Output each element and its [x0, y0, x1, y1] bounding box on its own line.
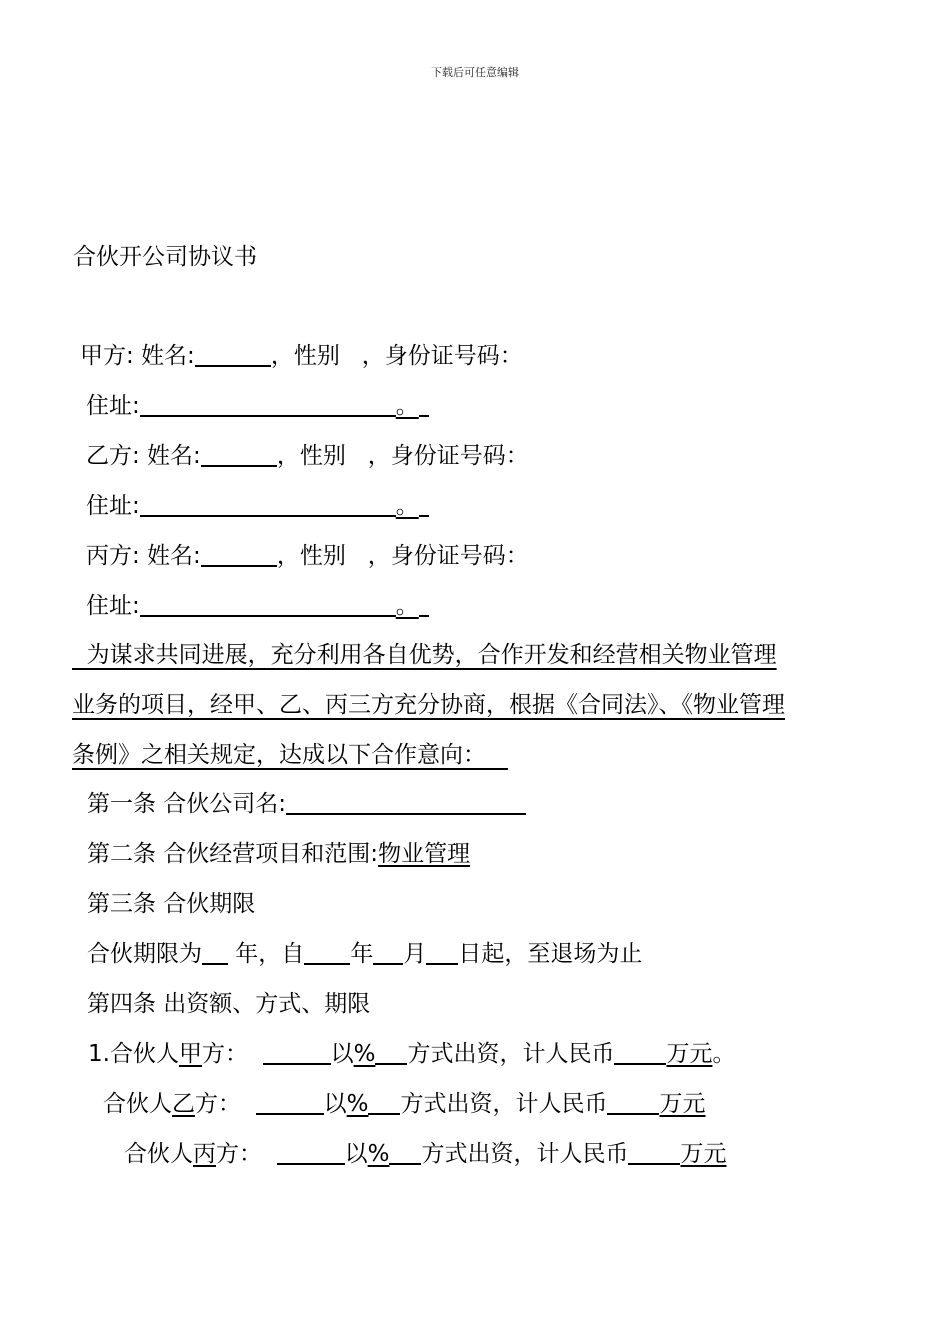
term-label: 合伙期限为 — [87, 941, 202, 967]
party-a-id-label: ，身份证号码： — [361, 343, 523, 369]
inv-a-unit: 万元 — [666, 1041, 713, 1067]
party-b-address-end: 。 — [395, 493, 419, 519]
inv-a-end: 。 — [712, 1041, 736, 1067]
party-c-line — [86, 541, 529, 571]
article-4: 第四条 出资额、方式、期限 — [87, 991, 371, 1017]
company-name-blank[interactable] — [286, 791, 526, 815]
article-2-label: 第二条 合伙经营项目和范围: — [87, 841, 379, 867]
inv-a-amount-blank[interactable] — [263, 1041, 331, 1065]
term-year-unit: 年，自 — [228, 941, 305, 967]
party-b-name-label: 乙方: 姓名: — [86, 443, 201, 469]
party-a-line — [80, 341, 523, 371]
start-year-blank[interactable] — [304, 941, 350, 965]
inv-b-prefix: 合伙人 — [103, 1091, 172, 1117]
inv-c-rmb-blank[interactable] — [628, 1141, 680, 1165]
inv-a-party: 甲 — [178, 1041, 202, 1067]
term-year-label: 年 — [350, 941, 374, 967]
party-b-id-label: ，身份证号码： — [367, 443, 529, 469]
article-1-label: 第一条 合伙公司名: — [87, 791, 287, 817]
inv-b-unit: 万元 — [659, 1091, 706, 1117]
inv-a-with: 以 — [330, 1041, 354, 1067]
underline-tail — [419, 393, 429, 417]
inv-b-rmb-blank[interactable] — [607, 1091, 659, 1115]
intro-line-2: 业务的项目，经甲、乙、丙三方充分协商，根据《合同法》、《物业管理 — [72, 692, 785, 718]
party-b-address-blank[interactable] — [140, 493, 396, 517]
inv-c-with: 以 — [344, 1141, 368, 1167]
intro-line-3: 条例》之相关规定，达成以下合作意向： — [72, 742, 508, 768]
intro-line-1: 为谋求共同进展，充分利用各自优势，合作开发和经营相关物业管理 — [72, 642, 777, 668]
term-years-blank[interactable] — [202, 941, 228, 965]
investment-c-line — [124, 1139, 726, 1169]
inv-a-rmb-blank[interactable] — [614, 1041, 666, 1065]
inv-c-pct-blank[interactable] — [389, 1141, 421, 1165]
inv-b-method: 方式出资，计人民币 — [400, 1091, 608, 1117]
intro-paragraph — [72, 630, 892, 780]
party-c-address-blank[interactable] — [140, 593, 396, 617]
inv-c-suffix: 方： — [216, 1141, 262, 1167]
term-day-label: 日起，至退场为止 — [458, 941, 643, 967]
party-b-address-line — [86, 491, 429, 521]
party-b-address-label: 住址: — [86, 493, 140, 519]
term-line — [87, 939, 642, 969]
party-c-name-blank[interactable] — [201, 543, 277, 567]
inv-c-method: 方式出资，计人民币 — [421, 1141, 629, 1167]
page-header: 下载后可任意编辑 — [431, 66, 519, 79]
inv-c-unit: 万元 — [680, 1141, 727, 1167]
inv-a-method: 方式出资，计人民币 — [407, 1041, 615, 1067]
start-month-blank[interactable] — [373, 941, 403, 965]
party-c-address-label: 住址: — [86, 593, 140, 619]
party-c-address-line — [86, 591, 429, 621]
party-a-name-blank[interactable] — [195, 343, 271, 367]
party-c-id-label: ，身份证号码： — [367, 543, 529, 569]
party-c-address-end: 。 — [395, 593, 419, 619]
article-3: 第三条 合伙期限 — [87, 891, 256, 917]
inv-a-pct: % — [353, 1041, 376, 1067]
party-c-name-label: 丙方: 姓名: — [86, 543, 201, 569]
article-2 — [87, 839, 470, 869]
inv-b-pct: % — [346, 1091, 369, 1117]
party-a-gender-label: ，性别 — [270, 343, 340, 369]
inv-a-pct-blank[interactable] — [375, 1041, 407, 1065]
inv-a-suffix: 方： — [201, 1041, 248, 1067]
party-a-address-line — [86, 391, 429, 421]
inv-b-with: 以 — [323, 1091, 347, 1117]
inv-b-amount-blank[interactable] — [256, 1091, 324, 1115]
inv-c-prefix: 合伙人 — [124, 1141, 193, 1167]
inv-c-pct: % — [367, 1141, 390, 1167]
party-b-name-blank[interactable] — [201, 443, 277, 467]
inv-b-party: 乙 — [172, 1091, 195, 1117]
party-a-name-label: 甲方: 姓名: — [80, 343, 195, 369]
underline-tail — [419, 593, 429, 617]
inv-a-prefix: 1.合伙人 — [88, 1041, 179, 1067]
start-day-blank[interactable] — [426, 941, 458, 965]
underline-tail — [419, 493, 429, 517]
inv-b-pct-blank[interactable] — [368, 1091, 400, 1115]
investment-a-line — [88, 1039, 735, 1069]
party-b-gender-label: ，性别 — [276, 443, 346, 469]
party-a-address-end: 。 — [395, 393, 419, 419]
inv-b-suffix: 方： — [195, 1091, 241, 1117]
article-1 — [87, 789, 526, 819]
inv-c-amount-blank[interactable] — [277, 1141, 345, 1165]
party-c-gender-label: ，性别 — [276, 543, 346, 569]
investment-b-line — [103, 1089, 705, 1119]
document-title: 合伙开公司协议书 — [73, 244, 257, 270]
term-month-label: 月 — [403, 941, 427, 967]
party-a-address-blank[interactable] — [140, 393, 396, 417]
business-scope-value: 物业管理 — [378, 841, 471, 867]
party-a-address-label: 住址: — [86, 393, 140, 419]
inv-c-party: 丙 — [193, 1141, 216, 1167]
party-b-line — [86, 441, 529, 471]
